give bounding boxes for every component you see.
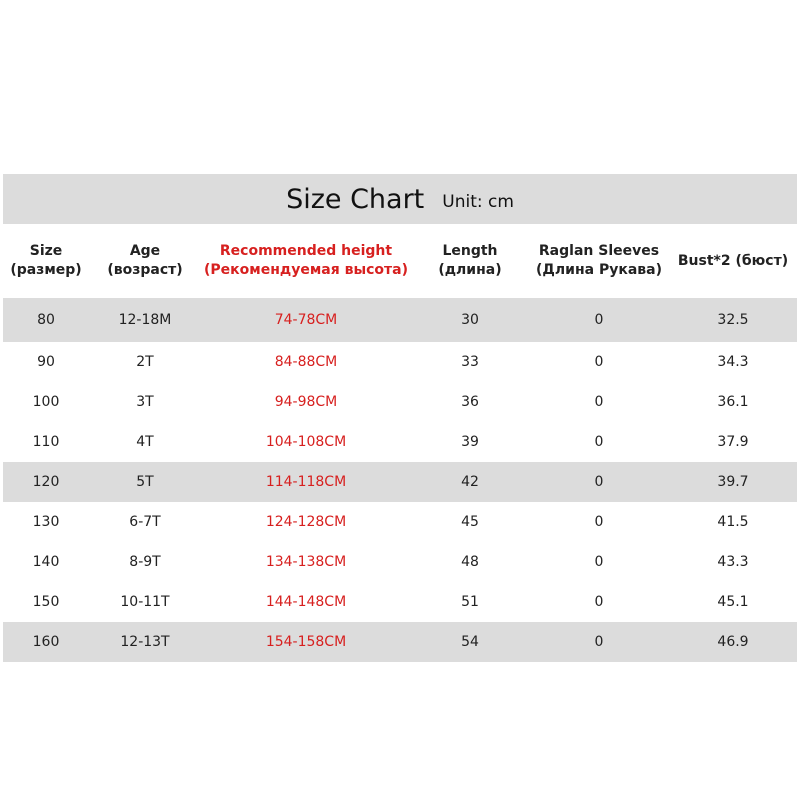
cell-length: 48 [461,554,479,570]
cell-age: 12-13T [120,634,170,650]
header-bust-line1: Bust*2 (бюст) [677,252,789,269]
cell-age: 2T [136,354,154,370]
cell-height: 154-158CM [265,634,347,650]
cell-length: 54 [461,634,479,650]
header-row [3,224,797,298]
cell-size: 120 [32,474,60,490]
table-row [3,342,797,382]
cell-sleeves: 0 [594,354,604,370]
cell-height: 144-148CM [265,594,347,610]
cell-bust: 41.5 [717,514,749,530]
size-chart [3,174,797,662]
cell-height: 104-108CM [265,434,347,450]
cell-bust: 37.9 [717,434,749,450]
cell-size: 110 [32,434,60,450]
cell-bust: 45.1 [717,594,749,610]
cell-size: 90 [37,354,55,370]
cell-size: 160 [32,634,60,650]
cell-sleeves: 0 [594,474,604,490]
cell-length: 39 [461,434,479,450]
cell-age: 10-11T [120,594,170,610]
cell-height: 134-138CM [265,554,347,570]
cell-length: 42 [461,474,479,490]
cell-length: 36 [461,394,479,410]
cell-age: 8-9T [129,554,161,570]
table-row [3,622,797,662]
header-size-line2: (размер) [10,262,82,278]
table-row [3,542,797,582]
cell-size: 140 [32,554,60,570]
header-length-line2: (длина) [438,262,502,278]
header-sleeves-line1: Raglan Sleeves [538,243,660,259]
header-sleeves-line2: (Длина Рукава) [536,262,662,278]
unit-label: Unit: cm [442,192,514,212]
cell-bust: 32.5 [717,312,749,328]
header-height-line1: Recommended height [219,243,393,259]
header-age-line1: Age [129,243,161,259]
table-row [3,382,797,422]
cell-length: 33 [461,354,479,370]
cell-height: 74-78CM [274,312,338,328]
title-bar [3,174,797,224]
header-recommended-height [201,242,411,280]
cell-sleeves: 0 [594,594,604,610]
cell-bust: 34.3 [717,354,749,370]
header-length-line1: Length [442,243,498,259]
table-row [3,462,797,502]
cell-sleeves: 0 [594,434,604,450]
cell-length: 51 [461,594,479,610]
cell-sleeves: 0 [594,312,604,328]
cell-size: 130 [32,514,60,530]
cell-bust: 43.3 [717,554,749,570]
cell-length: 45 [461,514,479,530]
table-row [3,582,797,622]
cell-length: 30 [461,312,479,328]
cell-sleeves: 0 [594,554,604,570]
header-raglan-sleeves [529,242,669,280]
chart-title: Size Chart [286,183,425,215]
cell-bust: 36.1 [717,394,749,410]
table-row [3,502,797,542]
cell-sleeves: 0 [594,514,604,530]
cell-age: 5T [136,474,154,490]
cell-size: 80 [37,312,55,328]
header-age-line2: (возраст) [107,262,183,278]
cell-sleeves: 0 [594,394,604,410]
cell-size: 150 [32,594,60,610]
header-size-line1: Size [29,243,63,259]
cell-age: 3T [136,394,154,410]
cell-bust: 39.7 [717,474,749,490]
table-row [3,298,797,342]
cell-size: 100 [32,394,60,410]
header-length [411,242,529,280]
cell-height: 94-98CM [274,394,338,410]
cell-age: 6-7T [129,514,161,530]
cell-height: 124-128CM [265,514,347,530]
cell-age: 4T [136,434,154,450]
cell-age: 12-18M [118,312,172,328]
cell-height: 84-88CM [274,354,338,370]
table-row [3,422,797,462]
header-age [89,242,201,280]
cell-sleeves: 0 [594,634,604,650]
header-height-line2: (Рекомендуемая высота) [204,262,408,278]
header-bust [669,252,797,271]
header-size [3,242,89,280]
cell-bust: 46.9 [717,634,749,650]
cell-height: 114-118CM [265,474,347,490]
